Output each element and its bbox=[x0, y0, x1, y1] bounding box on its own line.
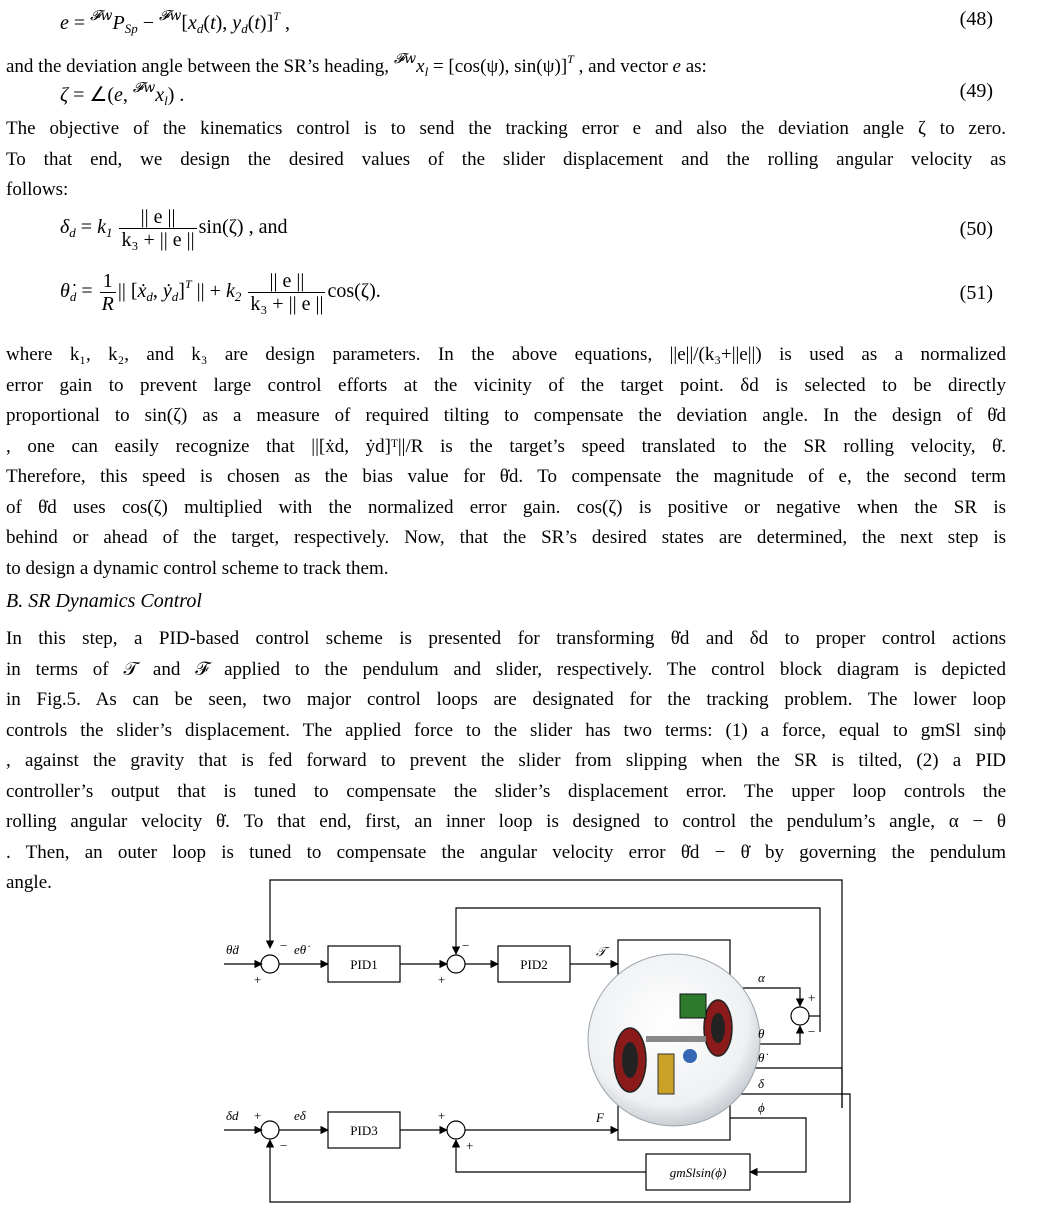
svg-text:ϕ: ϕ bbox=[758, 1100, 765, 1115]
svg-text:θ: θ bbox=[758, 1026, 765, 1041]
svg-text:PID3: PID3 bbox=[350, 1123, 378, 1138]
equation-49: ζ = ∠(e, $^{𝓕w}x_l$) . bbox=[60, 80, 185, 108]
svg-text:PID1: PID1 bbox=[350, 957, 378, 972]
svg-text:θ̇: θ̇ bbox=[758, 1050, 765, 1065]
control-block-diagram bbox=[210, 870, 860, 1220]
svg-text:δd: δd bbox=[226, 1108, 239, 1123]
equation-51: $\thetȧ_d$ = $\frac{1}{R}$ || [ẋ$_d$, ẏ$_d$]$^T$ || + $k_2$ $\frac{|| e ||}{\text{k₃ + || e ||}}$ cos(ζ). bbox=[60, 270, 381, 315]
svg-text:−: − bbox=[280, 1138, 288, 1153]
spherical-robot-image bbox=[588, 954, 760, 1126]
svg-text:−: − bbox=[280, 938, 288, 953]
svg-text:α: α bbox=[758, 970, 765, 985]
svg-text:θ̇d: θ̇d bbox=[226, 942, 239, 957]
sum-junction-1 bbox=[261, 955, 279, 973]
svg-text:−: − bbox=[808, 1024, 816, 1039]
equation-48: $e = ^{𝓕w}P_{Sp} - ^{𝓕w}[x_d(t)$, $y_d(t)]^T$ , bbox=[60, 8, 290, 36]
svg-text:+: + bbox=[438, 972, 446, 987]
paragraph-objective: The objective of the kinematics control is to send the tracking error e and also the deviation angle ζ to zero. To that end, we design the desired values of the slider displacement and the rolling angular velocity as follows: bbox=[6, 118, 1006, 200]
equation-number-50: (50) bbox=[959, 218, 993, 240]
equation-number-48: (48) bbox=[959, 8, 993, 30]
svg-text:F: F bbox=[596, 1110, 604, 1125]
sum-junction-2 bbox=[447, 955, 465, 973]
svg-text:eθ̇: eθ̇ bbox=[294, 942, 307, 957]
svg-text:+: + bbox=[466, 1138, 474, 1153]
svg-text:−: − bbox=[462, 938, 470, 953]
section-heading: B. SR Dynamics Control bbox=[6, 590, 202, 612]
heading-line: and the deviation angle between the SR’s heading, $^{𝓕w}x_l = [\cos(\psi)$, sin(ψ)]$^T$ , and vector e as: bbox=[6, 51, 707, 79]
svg-text:+: + bbox=[254, 972, 262, 987]
sum-junction-3 bbox=[261, 1121, 279, 1139]
svg-text:+: + bbox=[438, 1108, 446, 1123]
svg-text:𝒯: 𝒯 bbox=[596, 944, 606, 959]
svg-text:PID2: PID2 bbox=[520, 957, 548, 972]
svg-text:gmSlsin(ϕ): gmSlsin(ϕ) bbox=[669, 1165, 727, 1180]
svg-text:eδ: eδ bbox=[294, 1108, 306, 1123]
paragraph-design-parameters: where k₁, k₂, and k₃ are design parameters. In the above equations, ||e||/(k₃+||e||) is used as a normalized error gain to prevent large control efforts at the vicinity of the target point. δd is selected to be directly proportional to sin(ζ) as a measure of required tilting to compensate the deviation angle. In the design of θ̇d , one can easily recognize that ||[ẋd, ẏd]ᵀ||/R is the target’s speed translated to the SR rolling velocity, θ̇. Therefore, this speed is chosen as the bias value for θ̇d. To compensate the magnitude of e, the second term of θ̇d uses cos(ζ) multiplied with the normalized error gain. cos(ζ) is positive or negative when the SR is behind or ahead of the target, respectively. Now, that the SR’s desired states are determined, the next step is to design a dynamic control scheme to track them. bbox=[6, 344, 1006, 579]
equation-50: $\delta_d = k_1$ $\frac{|| e ||}{\text{k₃ + || e ||}}$ sin(ζ) , and bbox=[60, 206, 288, 251]
equation-number-51: (51) bbox=[959, 282, 993, 304]
paragraph-dynamics-control: In this step, a PID-based control scheme is presented for transforming θ̇d and δd to proper control actions in terms of 𝒯 and ℱ applied to the pendulum and slider, respectively. The control block diagram is depicted in Fig.5. As can be seen, two major control loops are designated for the tracking problem. The lower loop controls the slider’s displacement. The applied force to the slider has two terms: (1) a force, equal to gmSl sinϕ , against the gravity that is fed forward to prevent the slider from slipping when the SR is tilted, (2) a PID controller’s output that is tuned to compensate the slider’s displacement error. The upper loop controls the rolling angular velocity θ̇. To that end, first, an inner loop is designed to control the pendulum’s angle, α − θ . Then, an outer loop is tuned to compensate the angular velocity error θ̇d − θ̇ by governing the pendulum angle. bbox=[6, 628, 1006, 893]
svg-text:+: + bbox=[808, 990, 816, 1005]
sum-junction-alpha bbox=[791, 1007, 809, 1025]
svg-text:+: + bbox=[254, 1108, 262, 1123]
equation-number-49: (49) bbox=[959, 80, 993, 102]
sum-junction-4 bbox=[447, 1121, 465, 1139]
svg-text:δ: δ bbox=[758, 1076, 765, 1091]
